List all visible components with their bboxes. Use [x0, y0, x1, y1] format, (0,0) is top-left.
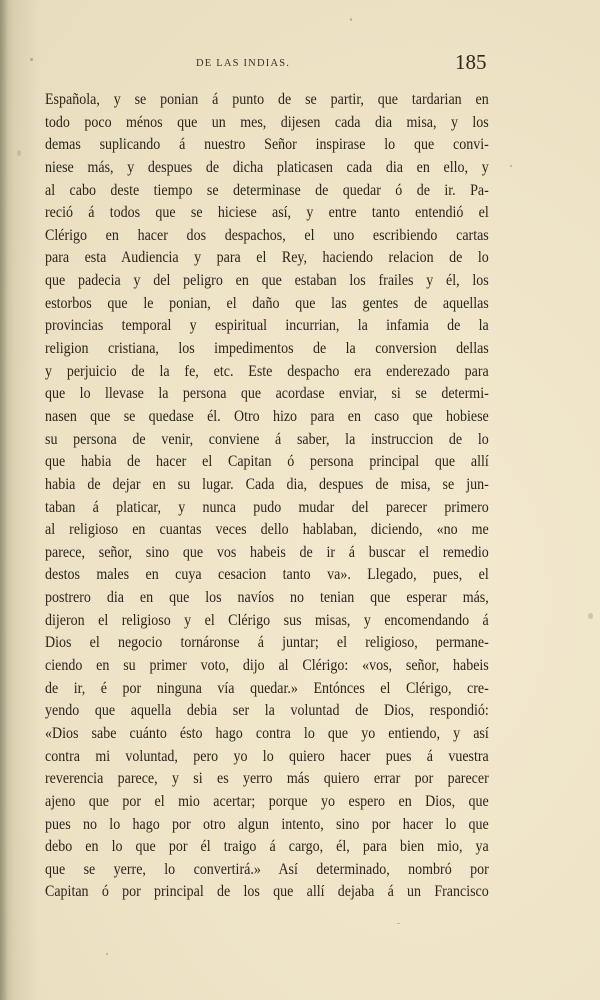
body-text	[45, 88, 489, 903]
paper-speck	[397, 923, 400, 924]
text-line: religion cristiana, los impedimentos de la conversion dellas	[45, 338, 489, 358]
text-line: todo poco ménos que un mes, dijesen cada dia misa, y los	[45, 111, 489, 131]
text-line: Española, y se ponian á punto de se partir, que tardarian en	[45, 89, 489, 108]
text-line: niese más, y despues de dicha platicasen cada dia en ello, y	[45, 156, 489, 176]
text-line: ciendo en su primer voto, dijo al Clérigo: «vos, señor, habeis	[45, 655, 489, 675]
text-line: para esta Audiencia y para el Rey, haciendo relacion de lo	[45, 247, 489, 267]
text-line: ajeno que por el mio acertar; porque yo espero en Dios, que	[45, 790, 489, 810]
paper-speck	[17, 150, 21, 156]
text-line: postrero dia en que los navíos no tenian que esperar más,	[45, 587, 489, 607]
text-line: yendo que aquella debia ser la voluntad de Dios, respondió:	[45, 700, 489, 720]
text-line: Clérigo en hacer dos despachos, el uno escribiendo cartas	[45, 224, 489, 244]
text-line: pues no lo hago por otro algun intento, sino por hacer lo que	[45, 813, 489, 833]
text-line: «Dios sabe cuánto ésto hago contra lo que yo entiendo, y así	[45, 722, 489, 742]
text-line: que habia de hacer el Capitan ó persona principal que allí	[45, 451, 489, 471]
text-line: estorbos que le ponian, el daño que las gentes de aquellas	[45, 292, 489, 312]
paper-speck	[350, 18, 352, 21]
text-line: su persona de venir, conviene á saber, la instruccion de lo	[45, 428, 489, 448]
paper-speck	[588, 613, 593, 619]
running-head: DE LAS INDIAS.	[196, 58, 291, 69]
paper-speck	[30, 58, 33, 61]
text-line: al cabo deste tiempo se determinase de quedar ó de ir. Pa-	[45, 179, 489, 199]
paper-speck	[510, 165, 512, 167]
text-line: destos males en cuya cesacion tanto va». Llegado, pues, el	[45, 564, 489, 584]
text-line: reverencia parece, y si es yerro más quiero errar por parecer	[45, 768, 489, 788]
text-line: parece, señor, sino que vos habeis de ir á buscar el remedio	[45, 541, 489, 561]
text-line: provincias temporal y espiritual incurrian, la infamia de la	[45, 315, 489, 335]
text-line: de ir, é por ninguna vía quedar.» Entónces el Clérigo, cre-	[45, 677, 489, 697]
text-line: que padecia y del peligro en que estaban los frailes y él, los	[45, 270, 489, 290]
page-number: 185	[455, 50, 487, 74]
text-line: Capitan ó por principal de los que allí dejaba á un Francisco	[45, 881, 489, 901]
text-line: y perjuicio de la fe, etc. Este despacho era enderezado para	[45, 360, 489, 380]
text-line: taban á platicar, y nunca pudo mudar del parecer primero	[45, 496, 489, 516]
text-line: contra mi voluntad, pero yo lo quiero hacer pues á vuestra	[45, 745, 489, 765]
text-line: Dios el negocio tornáronse á juntar; el religioso, permane-	[45, 632, 489, 652]
text-line: al religioso en cuantas veces dello hablaban, diciendo, «no me	[45, 519, 489, 539]
spine-shadow	[0, 0, 8, 1000]
text-line: habia de dejar en su lugar. Cada dia, despues de misa, se jun-	[45, 473, 489, 493]
text-line: dijeron el religioso y el Clérigo sus misas, y encomendando á	[45, 609, 489, 629]
text-line: debo en lo que por él traigo á cargo, él, para bien mio, ya	[45, 836, 489, 856]
text-line: que lo llevase la persona que acordase enviar, si se determi-	[45, 383, 489, 403]
text-line: nasen que se quedase él. Otro hizo para en caso que hobiese	[45, 405, 489, 425]
paper-speck	[106, 953, 108, 955]
text-line: que se yerre, lo convertirá.» Así determinado, nombró por	[45, 858, 489, 878]
text-line: reció á todos que se hiciese así, y entre tanto entendió el	[45, 202, 489, 222]
text-line: demas suplicando á nuestro Señor inspirase lo que convi-	[45, 134, 489, 154]
